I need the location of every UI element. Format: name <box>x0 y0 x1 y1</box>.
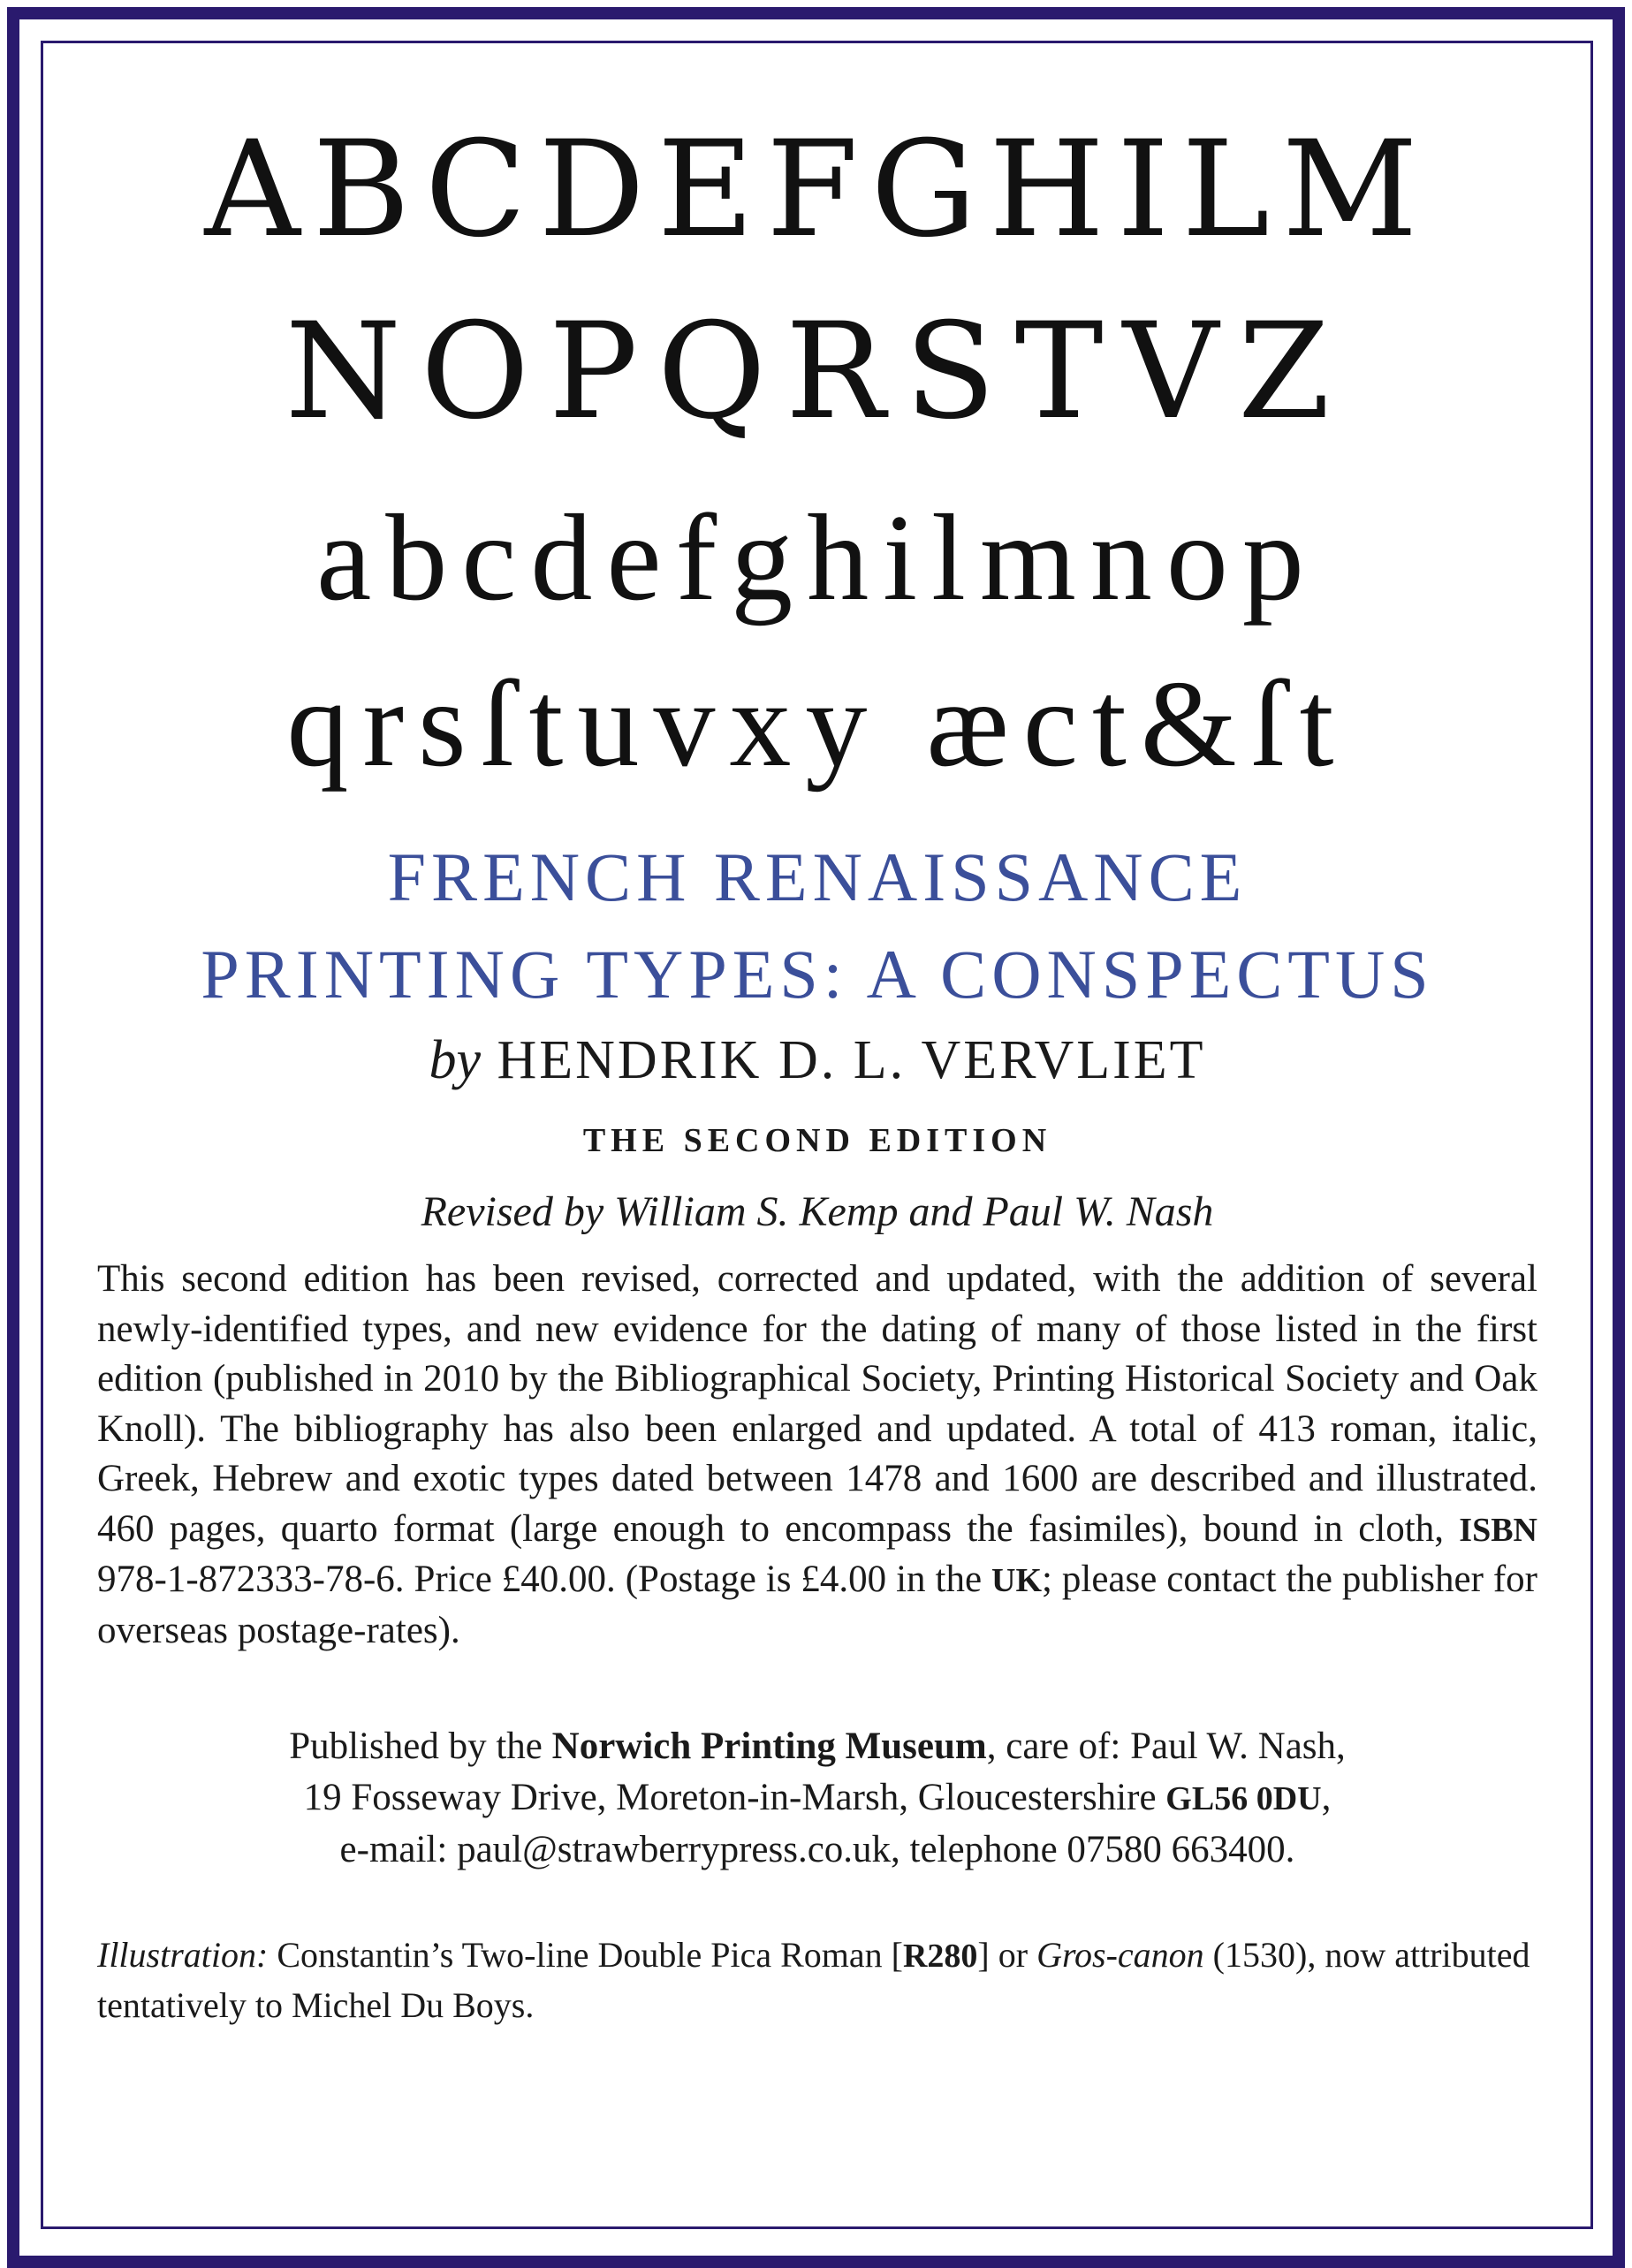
author-name: HENDRIK D. L. VERVLIET <box>497 1030 1206 1090</box>
publisher-care-of: , care of: Paul W. Nash, <box>986 1726 1346 1767</box>
publisher-name: Norwich Printing Museum <box>551 1726 987 1767</box>
description-isbn-price: 978-1-872333-78-6. Price £40.00. (Postage is £4.00 in the <box>97 1559 991 1600</box>
publisher-line-1 <box>97 1721 1537 1772</box>
book-title <box>97 829 1537 1023</box>
publisher-address-end: , <box>1321 1777 1332 1818</box>
book-title-line-1: FRENCH RENAISSANCE <box>387 838 1248 915</box>
illustration-text-3: (1530), now attributed tentatively to Michel Du Boys. <box>97 1935 1530 2025</box>
type-specimen <box>97 113 1537 822</box>
page-content <box>97 106 1537 2030</box>
edition-label: THE SECOND EDITION <box>582 1122 1052 1159</box>
publisher-prefix: Published by the <box>289 1726 552 1767</box>
illustration-ref: R280 <box>902 1938 978 1975</box>
illustration-text-2: ] or <box>977 1935 1037 1975</box>
description-paragraph <box>97 1255 1537 1656</box>
publisher-block <box>97 1721 1537 1876</box>
specimen-lowercase-line-1: abcdefghilmnop <box>316 489 1318 626</box>
publisher-address: 19 Fosseway Drive, Moreton-in-Marsh, Gloucestershire <box>303 1777 1166 1818</box>
illustration-note <box>97 1930 1537 2030</box>
description-main: This second edition has been revised, corrected and updated, with the addition of several newly-identified types, and new evidence for the dating of many of those listed in the first edition (published in 2010 by the Bibliographical Society, Printing Historical Society and Oak Knoll). The bibliography has also been enlarged and updated. A total of 413 roman, italic, Greek, Hebrew and exotic types dated between 1478 and 1600 are described and illustrated. 460 pages, quarto format (large enough to encompass the fasimiles), bound in cloth, <box>97 1258 1537 1550</box>
specimen-uppercase-line-1: ABCDEFGHILM <box>204 113 1431 267</box>
uk-label: UK <box>991 1562 1042 1599</box>
illustration-gros-canon: Gros-canon <box>1036 1935 1204 1975</box>
specimen-uppercase-line-2: NOPQRSTVZ <box>285 295 1350 449</box>
publisher-line-2 <box>97 1772 1537 1824</box>
publisher-contact: e-mail: paul@strawberrypress.co.uk, telephone 07580 663400. <box>339 1829 1295 1870</box>
author-byline <box>97 1025 1537 1096</box>
publisher-postcode: GL56 0DU <box>1165 1780 1322 1817</box>
byline-by: by <box>429 1030 481 1090</box>
book-title-line-2: PRINTING TYPES: A CONSPECTUS <box>201 936 1434 1013</box>
revised-by: Revised by William S. Kemp and Paul W. Nash <box>421 1188 1214 1235</box>
description-end: ; please contact the publisher for overseas postage-rates). <box>97 1559 1537 1651</box>
illustration-label: Illustration: <box>97 1935 269 1975</box>
isbn-label: ISBN <box>1459 1511 1537 1549</box>
illustration-text-1: Constantin’s Two-line Double Pica Roman [ <box>268 1935 903 1975</box>
specimen-lowercase-line-2: qrsſtuvxy æct&ſt <box>286 656 1348 793</box>
